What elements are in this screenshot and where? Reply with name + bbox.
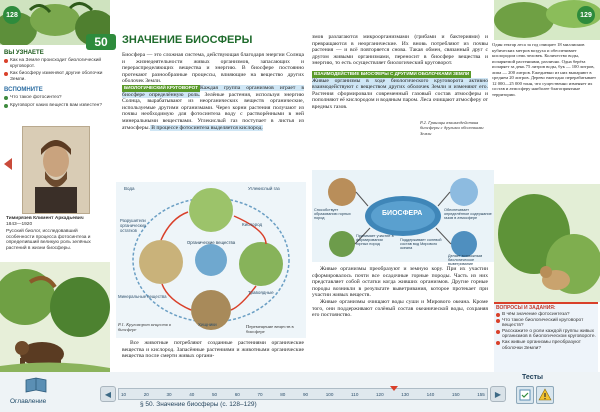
nature-illustration: [0, 262, 110, 372]
bullet-icon: [4, 104, 8, 108]
bullet-icon: [496, 330, 500, 334]
column-2-bottom: [312, 266, 488, 372]
bullet-icon: [4, 96, 8, 100]
paragraph: змов разлагаются микроорганизмами (грибами и бактериями) и превращаются в неорганические. Их вновь потребляют из почвы растения — и всё повторяется снова. Такая обмен, связанный друг с другом живыми организмами, переносит в биосфере вещества и энергию, то есть осуществляет биологический круговорот.: [312, 34, 488, 67]
scientist-years: 1843—1920: [6, 221, 33, 227]
figure-biosphere: [312, 170, 494, 266]
page-number-left: 128: [3, 6, 21, 24]
questions-box: [494, 302, 598, 374]
bullet-icon: [4, 59, 8, 63]
subheading: ВЗАИМОДЕЙСТВИЕ БИОСФЕРЫ С ДРУГИМИ ОБОЛОЧКАМИ ЗЕМЛИ: [314, 70, 470, 76]
bottom-navigation: [0, 372, 600, 412]
forest-fact-text: Один гектар леса за год очищает 18 миллионов кубических метров воздуха и обеспечивает кислородом семь человек. Количество воды, испаряемой растениями, различно. Одна берёза испаряет за день 75 литров воды, бук — 100 литров, липа — 200 литров. Ежедневно из них выпаряют в среднем 20 литров. Дерево ежегодно перерабатывает 12 000—25 000 тонн, что существенно изменяет их состав и атмосферу наиболее благоприятные территории.: [492, 42, 597, 97]
learn-item: Как на Земле происходит биологический круговорот.: [4, 58, 108, 69]
figure1-legend: Перемещение веществ в биосфере: [246, 324, 294, 335]
question-item: Что такое биологический круговорот веществ?: [494, 318, 598, 329]
question-item: Расскажите о роли каждой группы живых организмов в биологическом круговороте.: [494, 329, 598, 340]
paragraph: Биосфера — это сложная система, действующая благодаря энергии Солнца и жизнедеятельности живых организмов, запасающих и перераспределяющих вещества и энергию. В биосфере постоянно протекают разнообразные процессы, влияющие на вещество других оболочек Земли.: [122, 52, 304, 85]
figure1-caption: Р.1. Круговорот веществ в биосфере: [118, 322, 171, 333]
highlighted-text: Каждая группа организмов играет в биосфере определённую роль.: [122, 84, 304, 98]
label-weathering: Делает возможным биологическое выветривание: [448, 254, 483, 266]
paragraph: Зелёные растения, используя энергию Солнца, вырабатывают из неорганических веществ органические, используемые другими организмами. Через корни растения получают из почвы необходимую для фотосинтеза воду с растворёнными в ней минеральными веществами. Углекислый газ поступает в листья из атмосферы.: [122, 91, 304, 131]
figure-cycle: [116, 182, 306, 338]
bullet-icon: [496, 319, 500, 323]
highlighted-text: Живые организмы в ходе биологического круговорота активно взаимодействуют с веществом других оболочек Земли и изменяют его.: [312, 77, 488, 91]
learn-heading: ВЫ УЗНАЕТЕ: [4, 50, 44, 56]
page-ruler[interactable]: [118, 388, 488, 400]
paragraph: Все животные потребляют созданные растениями органические вещества и кислород. Запасённые растениями и животными органические вещества после смерти живых органи-: [122, 340, 304, 360]
scientist-bio: Русский биолог, исследовавший особенности процесса фотосинтеза и определивший великую роль зелёных растений в жизни биосферы.: [6, 229, 91, 251]
recall-item: Что такое фотосинтез?: [4, 95, 108, 101]
label-herbivores: Травоядные: [248, 290, 274, 295]
test-icon: [517, 387, 533, 403]
bullet-icon: [4, 72, 8, 76]
section-title: § 50. Значение биосферы (с. 128–129): [140, 401, 257, 408]
label-decomposers: Разрушители органических остатков: [120, 218, 146, 233]
question-item: В чём значение фотосинтеза?: [494, 312, 598, 318]
label-co2: Углекислый газ: [248, 186, 280, 191]
left-sidebar: [0, 0, 110, 372]
chevron-right-icon: ▶: [494, 389, 502, 399]
label-predators: Хищники: [198, 322, 217, 327]
paragraph: Живые организмы преобразуют и земную кору. При их участии сформировалось почти все осадочные горные породы. Часть из них представляет собой остатки когда живших организмов. Другие горные породы возникли в результате выветривания, которое протекает при участии живых веществ.: [312, 266, 488, 299]
paragraph: Живые организмы очищают воды суши и Мирового океана. Кроме того, они поддерживают солёный состав океанической воды, сохраняя его постоянство.: [312, 298, 488, 319]
animal-illustration: [494, 184, 600, 302]
label-mineral: Минеральные вещества: [118, 294, 167, 299]
questions-heading: ВОПРОСЫ И ЗАДАНИЯ:: [496, 305, 556, 311]
prev-page-button[interactable]: [100, 386, 116, 402]
page-number-right: 129: [577, 6, 595, 24]
portrait-card: [22, 126, 90, 214]
column-2-top: [312, 34, 488, 172]
test-button-2[interactable]: [536, 386, 554, 404]
contents-button[interactable]: [6, 376, 66, 408]
paragraph: Растения сформировали современный газовый состав атмосферы и пополняют её кислородом и водяным паром. Леса очищают атмосферу от вредных газов.: [312, 90, 488, 110]
next-page-button[interactable]: [490, 386, 506, 402]
test-button-1[interactable]: [516, 386, 534, 404]
recall-item: Круговорот каких веществ вам известен?: [4, 103, 108, 109]
book-icon: [24, 376, 48, 394]
question-item: Как живые организмы преобразуют оболочки Земли?: [494, 340, 598, 351]
portrait-image: [23, 127, 89, 213]
ruler-labels: 10 20 30 40 50 60 70 80 90 100 110 120 130 140 150 155: [121, 391, 485, 397]
biosphere-center-label: БИОСФЕРА: [382, 210, 423, 217]
scientist-name: Тимирязев Климент Аркадьевич: [6, 216, 84, 221]
label-atmosphere: Обеспечивает определённое содержание газов в атмосфере: [444, 208, 492, 220]
column-1-top: [122, 52, 304, 182]
cycle-diagram: [116, 182, 306, 338]
label-oxygen: Кислород: [242, 222, 263, 227]
label-water: Вода: [124, 186, 135, 191]
label-rocks: Способствует образованию горных пород: [314, 208, 351, 220]
bullet-icon: [496, 341, 500, 345]
forest-fact-box: [492, 42, 598, 184]
prev-arrow-icon[interactable]: [4, 158, 12, 170]
subheading: БИОЛОГИЧЕСКИЙ КРУГОВОРОТ: [124, 84, 198, 90]
tests-label: Тесты: [522, 374, 544, 381]
recall-heading: ВСПОМНИТЕ: [4, 87, 43, 94]
lesson-number: 50: [86, 34, 116, 50]
label-ocean: Поддерживает солевой состав вод Мирового океана: [400, 238, 442, 250]
bullet-icon: [496, 313, 500, 317]
lesson-title: ЗНАЧЕНИЕ БИОСФЕРЫ: [122, 34, 253, 46]
label-organic: Органические вещества: [186, 240, 236, 245]
contents-label: Оглавление: [10, 398, 47, 405]
learn-item: Как биосферу изменяют другие оболочки Земли.: [4, 71, 108, 82]
highlighted-text: В процессе фотосинтеза выделяется кислород.: [149, 124, 263, 131]
chevron-left-icon: ◀: [104, 389, 112, 399]
column-1-bottom: [122, 340, 304, 372]
warning-icon: [537, 387, 553, 403]
figure2-caption: Р.2. Границы взаимодействия биосферы с другими оболочками Земли: [420, 120, 484, 136]
label-formation: Принимает участие в формировании горных пород: [356, 234, 394, 246]
